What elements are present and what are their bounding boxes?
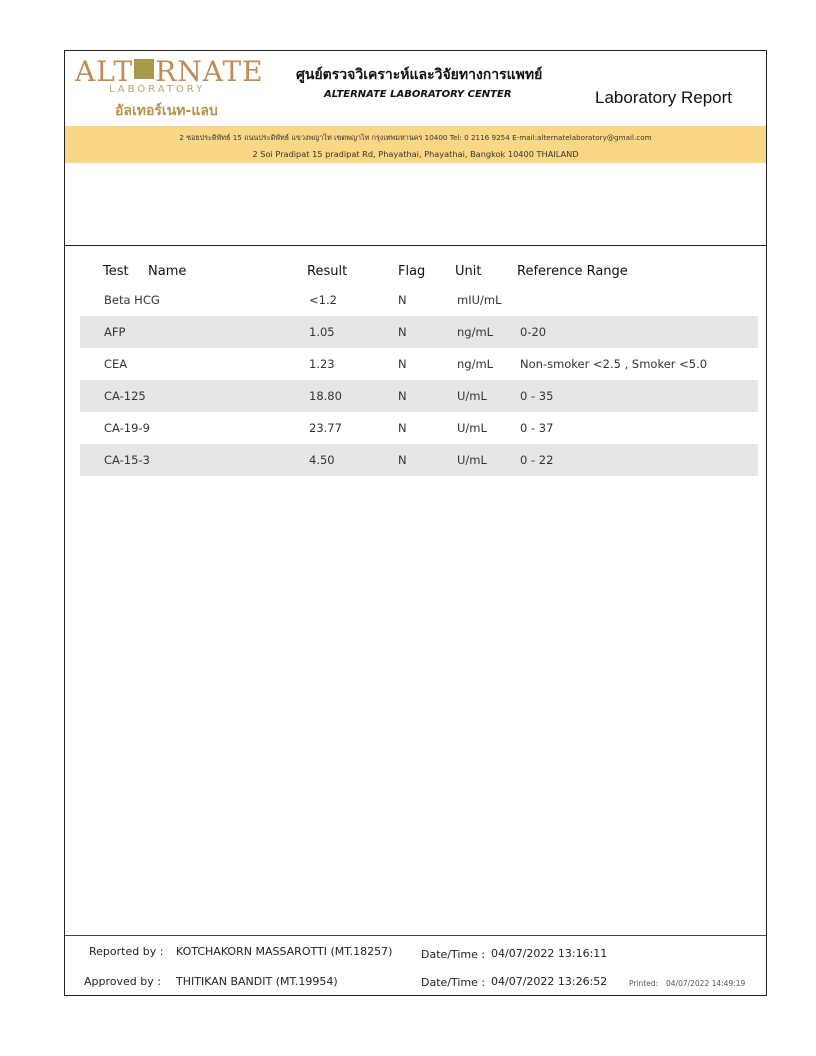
cell-range: 0 - 22 [520, 453, 554, 467]
header-result: Result [307, 264, 348, 279]
reported-by-label: Reported by : [89, 945, 164, 958]
table-row [80, 444, 758, 476]
address-english: 2 Soi Pradipat 15 pradipat Rd, Phayathai, Phayathai, Bangkok 10400 THAILAND [252, 149, 579, 159]
cell-flag: N [398, 293, 407, 307]
center-english-title: ALTERNATE LABORATORY CENTER [324, 89, 512, 100]
address-thai: 2 ซอยประดิพัทธ์ 15 ถนนประดิพัทธ์ แขวงพญาไท เขตพญาไท กรุงเทพมหานคร 10400 Tel: 0 2116 9254 E-mail:alternatelaboratory@gmail.com [179, 133, 652, 142]
approved-datetime: 04/07/2022 13:26:52 [491, 975, 608, 988]
cell-test: AFP [104, 325, 126, 339]
cell-unit: ng/mL [457, 357, 494, 371]
cell-result: 4.50 [309, 453, 335, 467]
cell-test: CA-15-3 [104, 453, 150, 467]
approved-datetime-label: Date/Time : [421, 976, 486, 989]
cell-flag: N [398, 357, 407, 371]
cell-range: 0-20 [520, 325, 547, 339]
header-reference-range: Reference Range [517, 264, 628, 279]
cell-test: CEA [104, 357, 128, 371]
header-test: Test [103, 264, 129, 279]
cell-result: 1.23 [309, 357, 335, 371]
logo-emblem-icon [134, 59, 154, 79]
cell-range: 0 - 35 [520, 389, 554, 403]
table-row [80, 348, 758, 380]
report-title: Laboratory Report [595, 88, 733, 107]
header-name: Name [148, 264, 187, 279]
printed-label: Printed: [629, 979, 659, 988]
cell-flag: N [398, 389, 407, 403]
logo-subtitle: LABORATORY [109, 84, 206, 95]
cell-unit: U/mL [457, 453, 487, 467]
cell-unit: U/mL [457, 421, 487, 435]
printed-datetime: 04/07/2022 14:49:19 [666, 979, 746, 988]
cell-unit: mIU/mL [457, 293, 502, 307]
address-band [65, 126, 766, 163]
logo-wordmark: ALT RNATE [75, 55, 264, 88]
header-flag: Flag [398, 264, 426, 279]
table-row [80, 380, 758, 412]
logo-thai-name: อัลเทอร์เนท-แลบ [115, 103, 218, 119]
table-row [80, 316, 758, 348]
cell-test: CA-19-9 [104, 421, 150, 435]
cell-flag: N [398, 453, 407, 467]
cell-unit: ng/mL [457, 325, 494, 339]
cell-test: CA-125 [104, 389, 146, 403]
cell-flag: N [398, 421, 407, 435]
header-divider [65, 245, 766, 246]
cell-flag: N [398, 325, 407, 339]
cell-range: 0 - 37 [520, 421, 554, 435]
cell-unit: U/mL [457, 389, 487, 403]
approved-by-label: Approved by : [84, 975, 161, 988]
cell-result: <1.2 [309, 293, 337, 307]
header-unit: Unit [455, 264, 482, 279]
center-thai-title: ศูนย์ตรวจวิเคราะห์และวิจัยทางการแพทย์ [296, 67, 543, 83]
footer-divider [65, 935, 766, 936]
reported-by-name: KOTCHAKORN MASSAROTTI (MT.18257) [176, 945, 393, 958]
reported-datetime-label: Date/Time : [421, 948, 486, 961]
cell-result: 18.80 [309, 389, 342, 403]
table-row [80, 412, 758, 444]
reported-datetime: 04/07/2022 13:16:11 [491, 947, 608, 960]
cell-result: 23.77 [309, 421, 342, 435]
approved-by-name: THITIKAN BANDIT (MT.19954) [176, 975, 338, 988]
cell-result: 1.05 [309, 325, 335, 339]
report-frame [64, 50, 767, 996]
cell-range: Non-smoker <2.5 , Smoker <5.0 [520, 357, 708, 371]
lab-logo [75, 55, 275, 120]
cell-test: Beta HCG [104, 293, 160, 307]
table-row [80, 284, 758, 316]
